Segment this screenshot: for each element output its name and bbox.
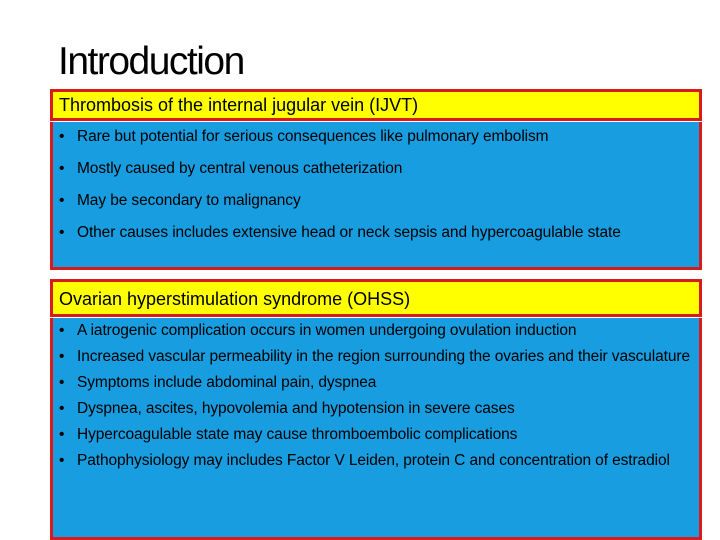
bullet-list — [53, 128, 699, 242]
bullet-item: • Rare but potential for serious consequences like pulmonary embolism — [53, 128, 699, 146]
section-header-ijvt: Thrombosis of the internal jugular vein (IJVT) — [50, 89, 702, 121]
bullet-item: • Dyspnea, ascites, hypovolemia and hypotension in severe cases — [53, 401, 699, 417]
section-body-ijvt — [50, 122, 702, 270]
section-ijvt — [50, 89, 702, 270]
bullet-item: • Other causes includes extensive head or neck sepsis and hypercoagulable state — [53, 224, 699, 242]
bullet-item: • Increased vascular permeability in the region surrounding the ovaries and their vasculature — [53, 349, 699, 365]
section-body-ohss — [50, 318, 702, 540]
bullet-item: • A iatrogenic complication occurs in women undergoing ovulation induction — [53, 323, 699, 339]
section-header-ohss: Ovarian hyperstimulation syndrome (OHSS) — [50, 279, 702, 317]
slide-title: Introduction — [58, 40, 244, 83]
bullet-item: • Hypercoagulable state may cause thromboembolic complications — [53, 427, 699, 443]
bullet-item: • Mostly caused by central venous catheterization — [53, 160, 699, 178]
bullet-item: • Symptoms include abdominal pain, dyspnea — [53, 375, 699, 391]
bullet-item: • Pathophysiology may includes Factor V Leiden, protein C and concentration of estradiol — [53, 453, 699, 469]
bullet-list — [53, 323, 699, 469]
section-ohss — [50, 279, 702, 540]
bullet-item: • May be secondary to malignancy — [53, 192, 699, 210]
